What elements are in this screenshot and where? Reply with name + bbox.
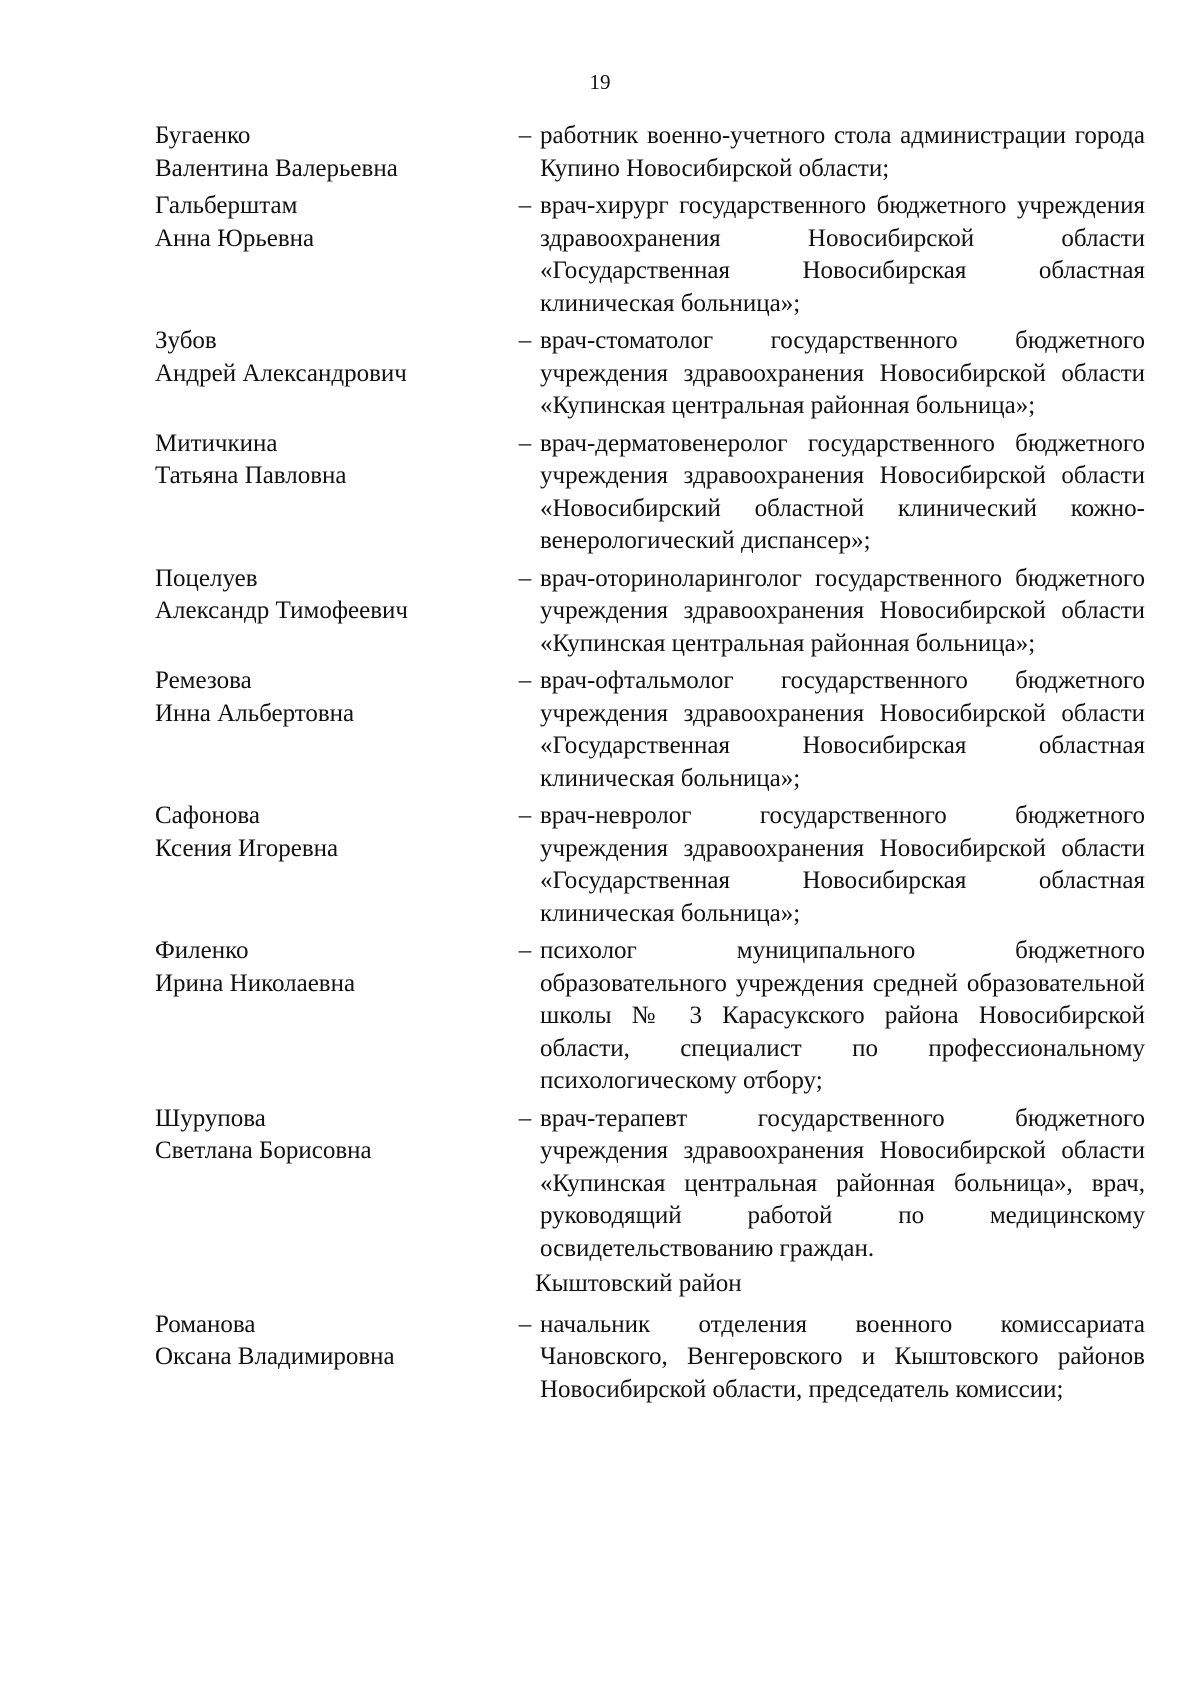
- member-name: [155, 563, 510, 661]
- member-position: врач-дерматовенеролог государственного бюджетного учреждения здравоохранения Новосибирской области «Новосибирский областной клинический кожно-венерологический диспансер»;: [540, 429, 1145, 554]
- member-given-names: Ксения Игоревна: [155, 834, 339, 862]
- member-surname: Сафонова: [155, 802, 260, 829]
- member-surname: Филенко: [155, 937, 249, 964]
- dash-separator: –: [518, 192, 532, 219]
- member-entry: [155, 1103, 1145, 1266]
- member-given-names: Андрей Александрович: [155, 359, 407, 387]
- member-entry: [155, 428, 1145, 558]
- member-name: [155, 325, 510, 423]
- member-entry: [155, 325, 1145, 423]
- member-given-names: Татьяна Павловна: [155, 462, 347, 489]
- member-surname: Поцелуев: [155, 564, 258, 592]
- member-surname: Бугаенко: [155, 122, 251, 149]
- commission-member-list: [155, 120, 1145, 1411]
- district-heading: Кыштовский район: [535, 1270, 742, 1297]
- dash-separator: –: [518, 429, 532, 457]
- member-position: врач-оториноларинголог государственного бюджетного учреждения здравоохранения Новосибирской области «Купинская центральная районная больница»;: [540, 564, 1145, 657]
- member-name: [155, 935, 510, 1098]
- member-entry: [155, 935, 1145, 1098]
- dash-separator: –: [518, 1104, 532, 1132]
- dash-separator: –: [518, 937, 532, 964]
- member-entry: [155, 665, 1145, 795]
- dash-separator: –: [518, 667, 532, 694]
- page-number: 19: [589, 70, 611, 94]
- member-given-names: Валентина Валерьевна: [155, 154, 398, 182]
- member-position: врач-офтальмолог государственного бюджетного учреждения здравоохранения Новосибирской области «Государственная Новосибирская областная клиническая больница»;: [540, 667, 1145, 792]
- member-position: начальник отделения военного комиссариата Чановского, Венгеровского и Кыштовского районов Новосибирской области, председатель комиссии;: [540, 1310, 1145, 1403]
- member-surname: Митичкина: [155, 429, 278, 457]
- member-surname: Шурупова: [155, 1104, 266, 1132]
- member-surname: Ремезова: [155, 667, 252, 694]
- member-name: [155, 190, 510, 320]
- member-position: психолог муниципального бюджетного образовательного учреждения средней образовательной школы № 3 Карасукского района Новосибирской области, специалист по профессиональному психологическому отбору;: [540, 937, 1145, 1094]
- member-given-names: Светлана Борисовна: [155, 1137, 372, 1164]
- dash-separator: –: [518, 122, 532, 149]
- dash-separator: –: [518, 327, 532, 354]
- member-position: врач-стоматолог государственного бюджетного учреждения здравоохранения Новосибирской области «Купинская центральная районная больница»;: [540, 327, 1145, 419]
- member-name: [155, 800, 510, 930]
- member-given-names: Анна Юрьевна: [155, 224, 315, 252]
- dash-separator: –: [518, 1310, 532, 1338]
- member-name: [155, 120, 510, 185]
- member-entry: [155, 563, 1145, 661]
- member-surname: Зубов: [155, 327, 217, 354]
- dash-separator: –: [518, 802, 532, 829]
- member-entry: [155, 800, 1145, 930]
- member-given-names: Ирина Николаевна: [155, 969, 356, 997]
- member-position: врач-терапевт государственного бюджетного учреждения здравоохранения Новосибирской области «Купинская центральная районная больница», врач, руководящий работой по медицинскому освидетельствованию граждан.: [540, 1104, 1145, 1262]
- member-surname: Гальберштам: [155, 192, 298, 219]
- member-given-names: Инна Альбертовна: [155, 699, 355, 727]
- member-name: [155, 428, 510, 558]
- member-name: [155, 665, 510, 795]
- member-name: [155, 1309, 510, 1407]
- member-position: врач-хирург государственного бюджетного учреждения здравоохранения Новосибирской области «Государственная Новосибирская областная клиническая больница»;: [540, 192, 1145, 317]
- member-entry: [155, 190, 1145, 320]
- member-name: [155, 1103, 510, 1266]
- member-surname: Романова: [155, 1310, 256, 1338]
- member-entry: [155, 1309, 1145, 1407]
- member-given-names: Александр Тимофеевич: [155, 597, 408, 624]
- member-position: работник военно-учетного стола администрации города Купино Новосибирской области;: [540, 122, 1145, 182]
- member-entry: [155, 120, 1145, 185]
- member-position: врач-невролог государственного бюджетного учреждения здравоохранения Новосибирской области «Государственная Новосибирская областная клиническая больница»;: [540, 802, 1145, 927]
- member-given-names: Оксана Владимировна: [155, 1343, 395, 1370]
- dash-separator: –: [518, 564, 532, 592]
